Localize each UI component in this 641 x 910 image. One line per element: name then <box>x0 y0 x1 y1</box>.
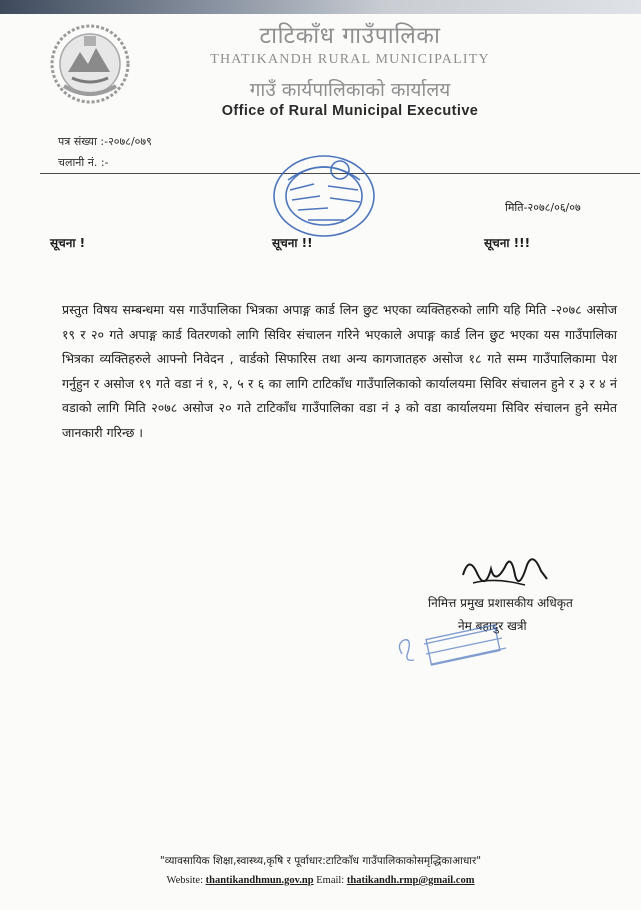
website-link[interactable]: thantikandhmun.gov.np <box>205 875 314 886</box>
signature-stamp-icon <box>388 614 518 674</box>
footer-contact <box>0 875 641 886</box>
office-stamp-icon <box>268 150 380 242</box>
notice-body: प्रस्तुत विषय सम्बन्धमा यस गाउँपालिका भित्रका अपाङ्ग कार्ड लिन छुट भएका व्यक्तिहरुको लागि यहि मिति -२०७८ असोज १९ र २० गते अपाङ्ग कार्ड वितरणको लागि सिविर संचालन गरिने भएकाले अपाङ्ग कार्ड लिन छुट भएका यस गाउँपालिका भित्रका व्यक्तिहरुले आफ्नो निवेदन , वार्डको सिफारिस तथा अन्य कागजातहरु असोज १८ गते सम्म गाउँपालिकामा पेश गर्नुहुन र असोज १९ गते वडा नं १, २, ५ र ६ का लागि टाटिकाँध गाउँपालिकाको कार्यालयमा सिविर संचालन हुने र ३ र ४ नं वडाको लागि मिति २०७८ असोज २० गते टाटिकाँध गाउँपालिका वडा नं ३ को वडा कार्यालयमा सिविर संचालन हुने समेत जानकारी गरिन्छ । <box>62 302 617 440</box>
email-label: Email: <box>316 875 345 886</box>
header-title-nepali: टाटिकाँध गाउँपालिका <box>259 23 441 49</box>
signatory-title: निमित्त प्रमुख प्रशासकीय अधिकृत <box>428 596 573 610</box>
email-link[interactable]: thatikandh.rmp@gmail.com <box>346 875 475 886</box>
scan-top-edge <box>0 0 641 14</box>
header-office-english: Office of Rural Municipal Executive <box>221 103 479 119</box>
reference-number: पत्र संख्या :-२०७८/०७९ <box>58 135 152 148</box>
notice-heading-left: सूचना ! <box>50 236 86 250</box>
signatory-name: नेम बहादुर खत्री <box>458 619 527 633</box>
nepal-emblem-icon <box>48 22 132 106</box>
notice-heading-center: सूचना !! <box>272 236 313 250</box>
dispatch-number: चलानी नं. :- <box>58 156 109 169</box>
notice-heading-right: सूचना !!! <box>484 236 531 250</box>
header-office-nepali: गाउँ कार्यपालिकाको कार्यालय <box>249 79 451 101</box>
website-label: Website: <box>166 875 203 886</box>
letter-date: मिति-२०७८/०६/०७ <box>505 201 581 214</box>
footer-motto: "व्यावसायिक शिक्षा,स्वास्थ्य,कृषि र पूर्वाधार:टाटिकाँध गाउँपालिकाकोसमृद्धिकाआधार" <box>159 855 482 867</box>
header-title-english: THATIKANDH RURAL MUNICIPALITY <box>210 52 490 67</box>
